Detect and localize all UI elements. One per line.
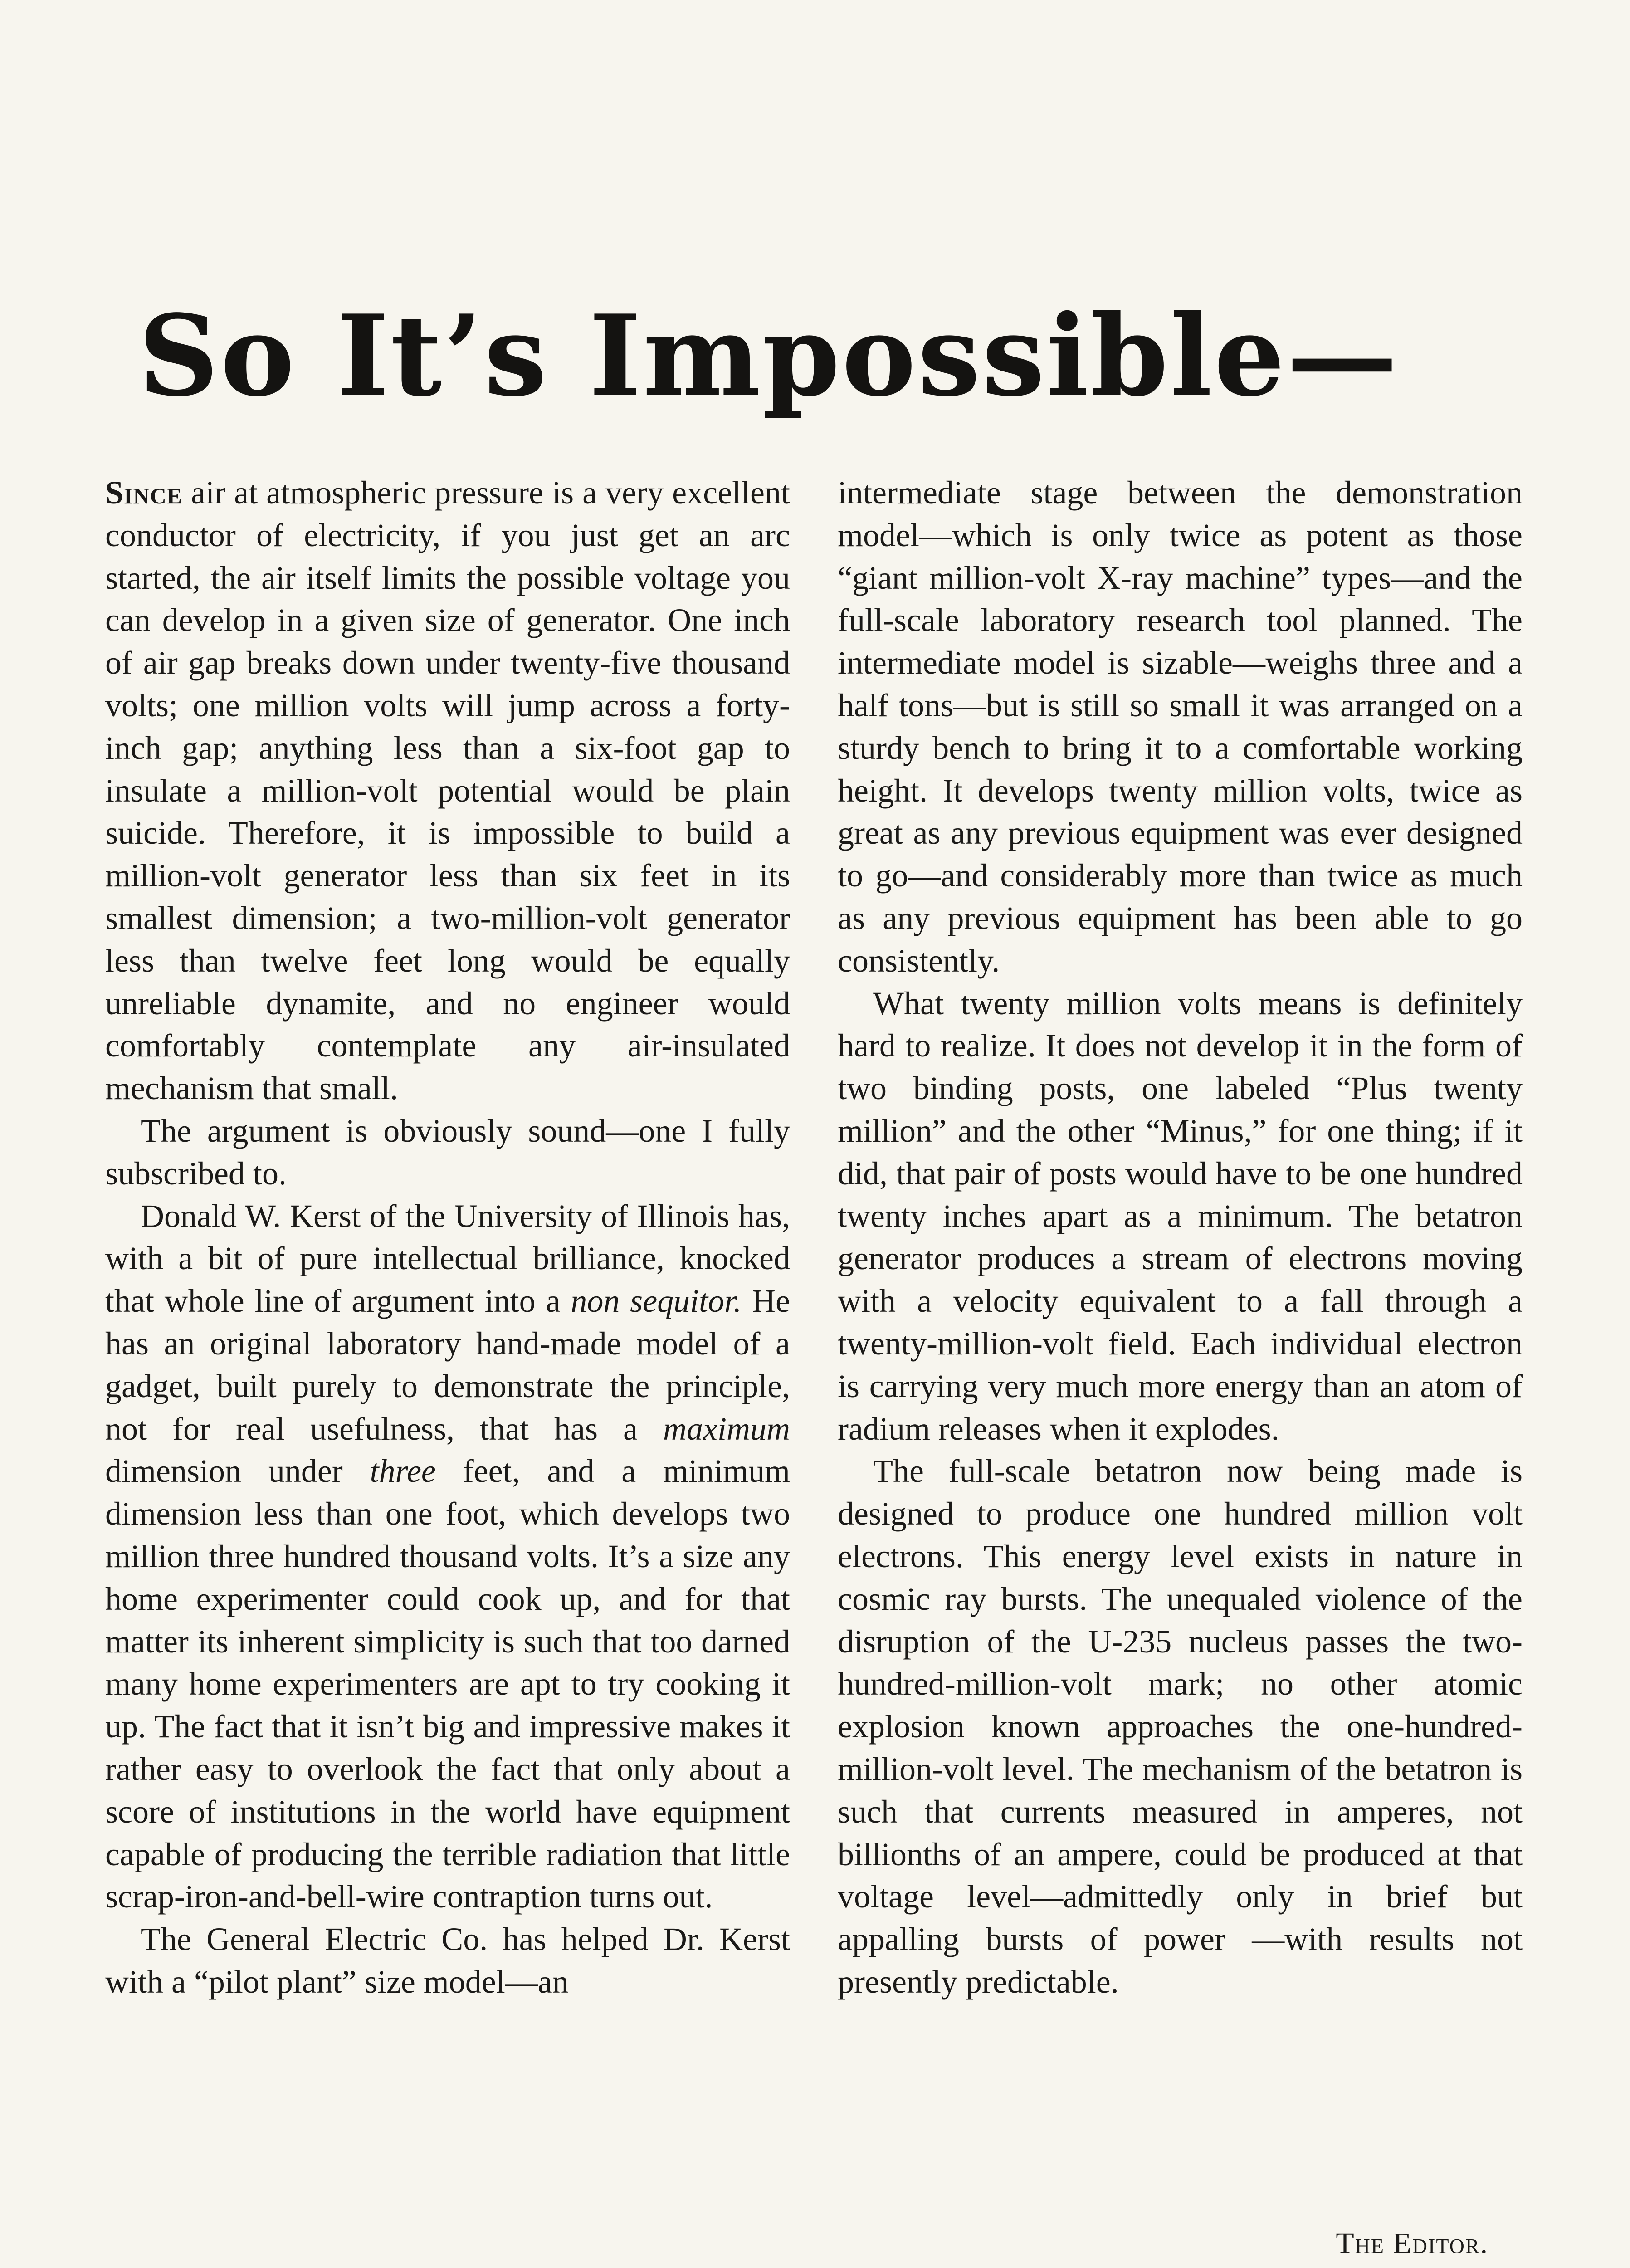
paragraph-4: The General Electric Co. has helped Dr. Kerst with a “pilot plant” size model—an <box>105 1921 790 2000</box>
emphasis-non-sequitor: non sequitor. <box>571 1283 742 1320</box>
paragraph-3-text-c: dimension under <box>105 1453 370 1490</box>
paragraph-2: The argument is obviously sound—one I fully subscribed to. <box>105 1112 790 1192</box>
paragraph-5: intermediate stage between the demonstration model—which is only twice as potent as those “giant million-volt X-ray machine” types—and the full-scale laboratory research tool planned. The intermediate model is sizable—weighs three and a half tons—but is still so small it was arranged on a sturdy bench to bring it to a comfortable working height. It develops twenty million volts, twice as great as any previous equipment was ever designed to go—and considerably more than twice as much as any previous equipment has been able to go consistently. <box>838 474 1523 979</box>
paragraph-1 <box>105 472 790 1110</box>
paragraph-3-text-d: feet, and a minimum dimension less than one foot, which develops two million three hundred thousand volts. It’s a size any home experimenter could cook up, and for that matter its inherent simplicity is such that too darned many home experimenters are apt to try cooking it up. The fact that it isn’t big and impressive makes it rather easy to overlook the fact that only about a score of institutions in the world have equipment capable of producing the terrible radiation that little scrap-iron-and-bell-wire contraption turns out. <box>105 1453 791 1915</box>
left-column <box>105 472 790 2004</box>
paragraph-3 <box>105 1195 790 1919</box>
emphasis-maximum: maximum <box>663 1410 790 1447</box>
paragraph-6: What twenty million volts means is definitely hard to realize. It does not develop it in the form of two binding posts, one labeled “Plus twenty million” and the other “Minus,” for one thing; if it did, that pair of posts would have to be one hundred twenty inches apart as a minimum. The betatron generator produces a stream of electrons moving with a velocity equivalent to a fall through a twenty-million-volt field. Each individual electron is carrying very much more energy than an atom of radium releases when it explodes. <box>838 985 1523 1447</box>
editor-signature: The Editor. <box>1336 2227 1488 2260</box>
right-column <box>838 472 1523 2004</box>
paragraph-3-text-b: He has an original laboratory hand-made model of a gadget, built purely to demonstrate the principle, not for real usefulness, that has a <box>105 1283 790 1447</box>
page-title: So It’s Impossible— <box>138 290 1400 421</box>
paragraph-7: The full-scale betatron now being made is designed to produce one hundred million volt electrons. This energy level exists in nature in cosmic ray bursts. The unequaled violence of the disruption of the U-235 nucleus passes the two-hundred-million-volt mark; no other atomic explosion known approaches the one-hundred-million-volt level. The mechanism of the betatron is such that currents measured in amperes, not billionths of an ampere, could be produced at that voltage level—admittedly only in brief but appalling bursts of power —with results not presently predictable. <box>838 1453 1523 2000</box>
drop-word: Since <box>105 474 183 511</box>
paragraph-1-text: air at atmospheric pressure is a very excellent conductor of electricity, if you just get an arc started, the air itself limits the possible voltage you can develop in a given size of generator. One inch of air gap breaks down under twenty-five thousand volts; one million volts will jump across a forty-inch gap; anything less than a six-foot gap to insulate a million-volt potential would be plain suicide. Therefore, it is impossible to build a million-volt generator less than six feet in its smallest dimension; a two-million-volt generator less than twelve feet long would be equally unreliable dynamite, and no engineer would comfortably contemplate any air-insulated mechanism that small. <box>105 474 790 1107</box>
paragraph-3-text-a: Donald W. Kerst of the University of Illinois has, with a bit of pure intellectual brilliance, knocked that whole line of argument into a <box>105 1198 790 1320</box>
emphasis-three: three <box>370 1453 436 1490</box>
